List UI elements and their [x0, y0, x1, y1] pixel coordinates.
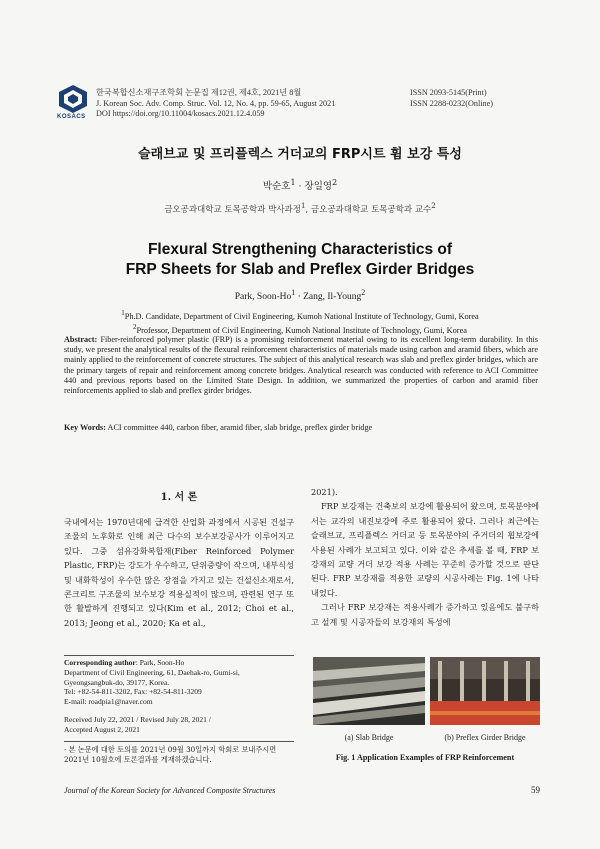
- corr-name: : Park, Soon-Ho: [135, 658, 185, 667]
- right-text-1: 2021).: [311, 487, 338, 497]
- journal-korean: 한국복합신소재구조학회 논문집 제12권, 제4호, 2021년 8월: [96, 88, 302, 97]
- author-2-en-sup: 2: [361, 288, 366, 297]
- abstract-label: Abstract:: [64, 335, 98, 344]
- aff-2-en: Professor, Department of Civil Engineering, Kumoh National Institute of Technology, Gumi, Korea: [136, 325, 467, 335]
- english-title-line2: FRP Sheets for Slab and Preflex Girder Bridges: [125, 261, 475, 278]
- aff-1-en-sup: 1: [121, 310, 125, 317]
- left-column-text: 국내에서는 1970년대에 급격한 산업화 과정에서 시공된 건설구조물의 노후화로 인해 최근 다수의 보수보강공사가 이루어지고 있다. 그중 섬유강화복합재(Fiber Reinforced Polymer Plastic, FRP)는 강도가 우수하고, 단위중량이 작으며, 내부식성 및 내화학성이 우수한 많은 장점을 가지고 있는 건설신소재로서, 콘크리트 구조물의 보수보강 적용실적이 많으며, 관련된 연구 또한 활발하게 진행되고 있다(Kim et al., 2012; Choi et al., 2013; Jeong et al., 2020; Ka et al.,: [64, 517, 294, 628]
- received-line2: Accepted August 2, 2021: [64, 724, 140, 734]
- aff-1-ko: 금오공과대학교 토목공학과 박사과정: [164, 204, 301, 215]
- author-1-sup: 1: [290, 178, 296, 187]
- aff-2-en-sup: 2: [133, 323, 137, 331]
- korean-title: 슬래브교 및 프리플렉스 거더교의 FRP시트 휨 보강 특성: [138, 147, 462, 162]
- corr-email[interactable]: E-mail: roadpia1@naver.com: [64, 697, 153, 707]
- abstract-text: Fiber-reinforced polymer plastic (FRP) is a promising reinforcement material owing to its excellent long-term durability. In this study, we present the analytical results of the flexural reinforcement characteristics of materials made using carbon and aramid fibers, which are mainly applied to the reinforcement of concrete structures. The subject of this analytical research was slab and preflex girder bridges, which are the primary targets of repair and reinforcement among concrete bridges. Analytical research was conducted with reference to ACI Committee 440 and previous reports based on the Limited State Design. In addition, we summarized the properties of carbon and aramid fiber reinforcements applied to slab and preflex girder bridges.: [64, 335, 538, 396]
- author-2-en: · Zang, Il-Young: [295, 292, 362, 303]
- author-1-ko: 박순호: [262, 181, 291, 193]
- logo-text: KOSACS: [57, 114, 86, 120]
- aff-1-sup: 1: [300, 201, 306, 210]
- figure-caption-b: (b) Preflex Girder Bridge: [444, 733, 526, 742]
- received-dates: [64, 715, 294, 735]
- corr-address-1: Department of Civil Engineering, 61, Daehak-ro, Gumi-si,: [64, 667, 240, 677]
- corr-address-2: Gyeongsangbuk-do, 39177, Korea.: [64, 677, 170, 687]
- korean-affiliations: [0, 201, 600, 215]
- doi[interactable]: DOI https://doi.org/10.11004/kosacs.2021.12.4.059: [96, 109, 265, 118]
- divider: [64, 655, 294, 656]
- english-title: [0, 240, 600, 280]
- issn-info: [410, 88, 560, 109]
- corr-phone: Tel: +82-54-811-3202, Fax: +82-54-811-3209: [64, 687, 202, 697]
- figure-caption-a: (a) Slab Bridge: [344, 733, 394, 742]
- english-affiliations: [0, 308, 600, 336]
- english-authors: [0, 288, 600, 302]
- journal-english: J. Korean Soc. Adv. Comp. Struc. Vol. 12, No. 4, pp. 59-65, August 2021: [96, 98, 336, 108]
- footer-journal: Journal of the Korean Society for Advanced Composite Structures: [64, 786, 276, 795]
- author-1-en-sup: 1: [291, 288, 296, 297]
- journal-info: [96, 88, 396, 120]
- aff-2-ko: , 금오공과대학교 토목공학과 교수: [305, 204, 432, 215]
- right-text-3: 그러나 FRP 보강재는 적용사례가 증가하고 있음에도 불구하고 설계 및 시공자들의 보강재의 특성에: [311, 602, 539, 627]
- keywords: [64, 423, 538, 432]
- page-number: 59: [531, 785, 540, 795]
- issn-online: ISSN 2288-0232(Online): [410, 98, 494, 108]
- preflex-girder-bridge-photo: [430, 657, 540, 725]
- right-text-2: FRP 보강재는 건축보의 보강에 활용되어 왔으며, 토목분야에서는 교각의 내진보강에 주로 활용되어 왔다. 그러나 최근에는 슬래브교, 프리플렉스 거더교 등 토목분야의 주거더의 휨보강에 사용된 사례가 보고되고 있다. 이와 같은 추세를 볼 때, FRP 보강재의 교량 거더 보강 적용 사례는 꾸준히 증가할 것으로 판단된다. FRP 보강재를 적용한 교량의 시공사례는 Fig. 1에 나타내었다.: [311, 501, 539, 598]
- journal-logo-icon: [56, 84, 90, 114]
- korean-authors: [0, 178, 600, 192]
- discussion-note: · 본 논문에 대한 토의를 2021년 09월 30일까지 학회로 보내주시면 2021년 10월호에 토론결과를 게재하겠습니다.: [64, 745, 277, 764]
- slab-bridge-photo: [313, 657, 425, 725]
- corr-label: Corresponding author: [64, 658, 136, 667]
- abstract: [64, 335, 538, 396]
- keywords-text: ACI committee 440, carbon fiber, aramid fiber, slab bridge, preflex girder bridge: [105, 423, 373, 432]
- divider: [64, 741, 294, 742]
- issn-print: ISSN 2093-5145(Print): [410, 88, 487, 97]
- author-2-sup: 2: [332, 178, 338, 187]
- aff-2-sup: 2: [431, 201, 436, 210]
- aff-1-en: Ph.D. Candidate, Department of Civil Engineering, Kumoh National Institute of Technology, Gumi, Korea: [124, 311, 479, 321]
- author-2-ko: · 장일영: [295, 181, 333, 193]
- figure-caption: Fig. 1 Application Examples of FRP Reinforcement: [335, 753, 515, 762]
- correspondence: [64, 658, 294, 707]
- english-title-line1: Flexural Strengthening Characteristics of: [147, 241, 453, 258]
- received-line1: Received July 22, 2021 / Revised July 28, 2021 /: [64, 715, 211, 724]
- section-heading: 1. 서 론: [160, 492, 198, 503]
- right-column: [311, 485, 539, 629]
- author-1-en: Park, Soon-Ho: [234, 292, 292, 303]
- keywords-label: Key Words:: [64, 423, 106, 432]
